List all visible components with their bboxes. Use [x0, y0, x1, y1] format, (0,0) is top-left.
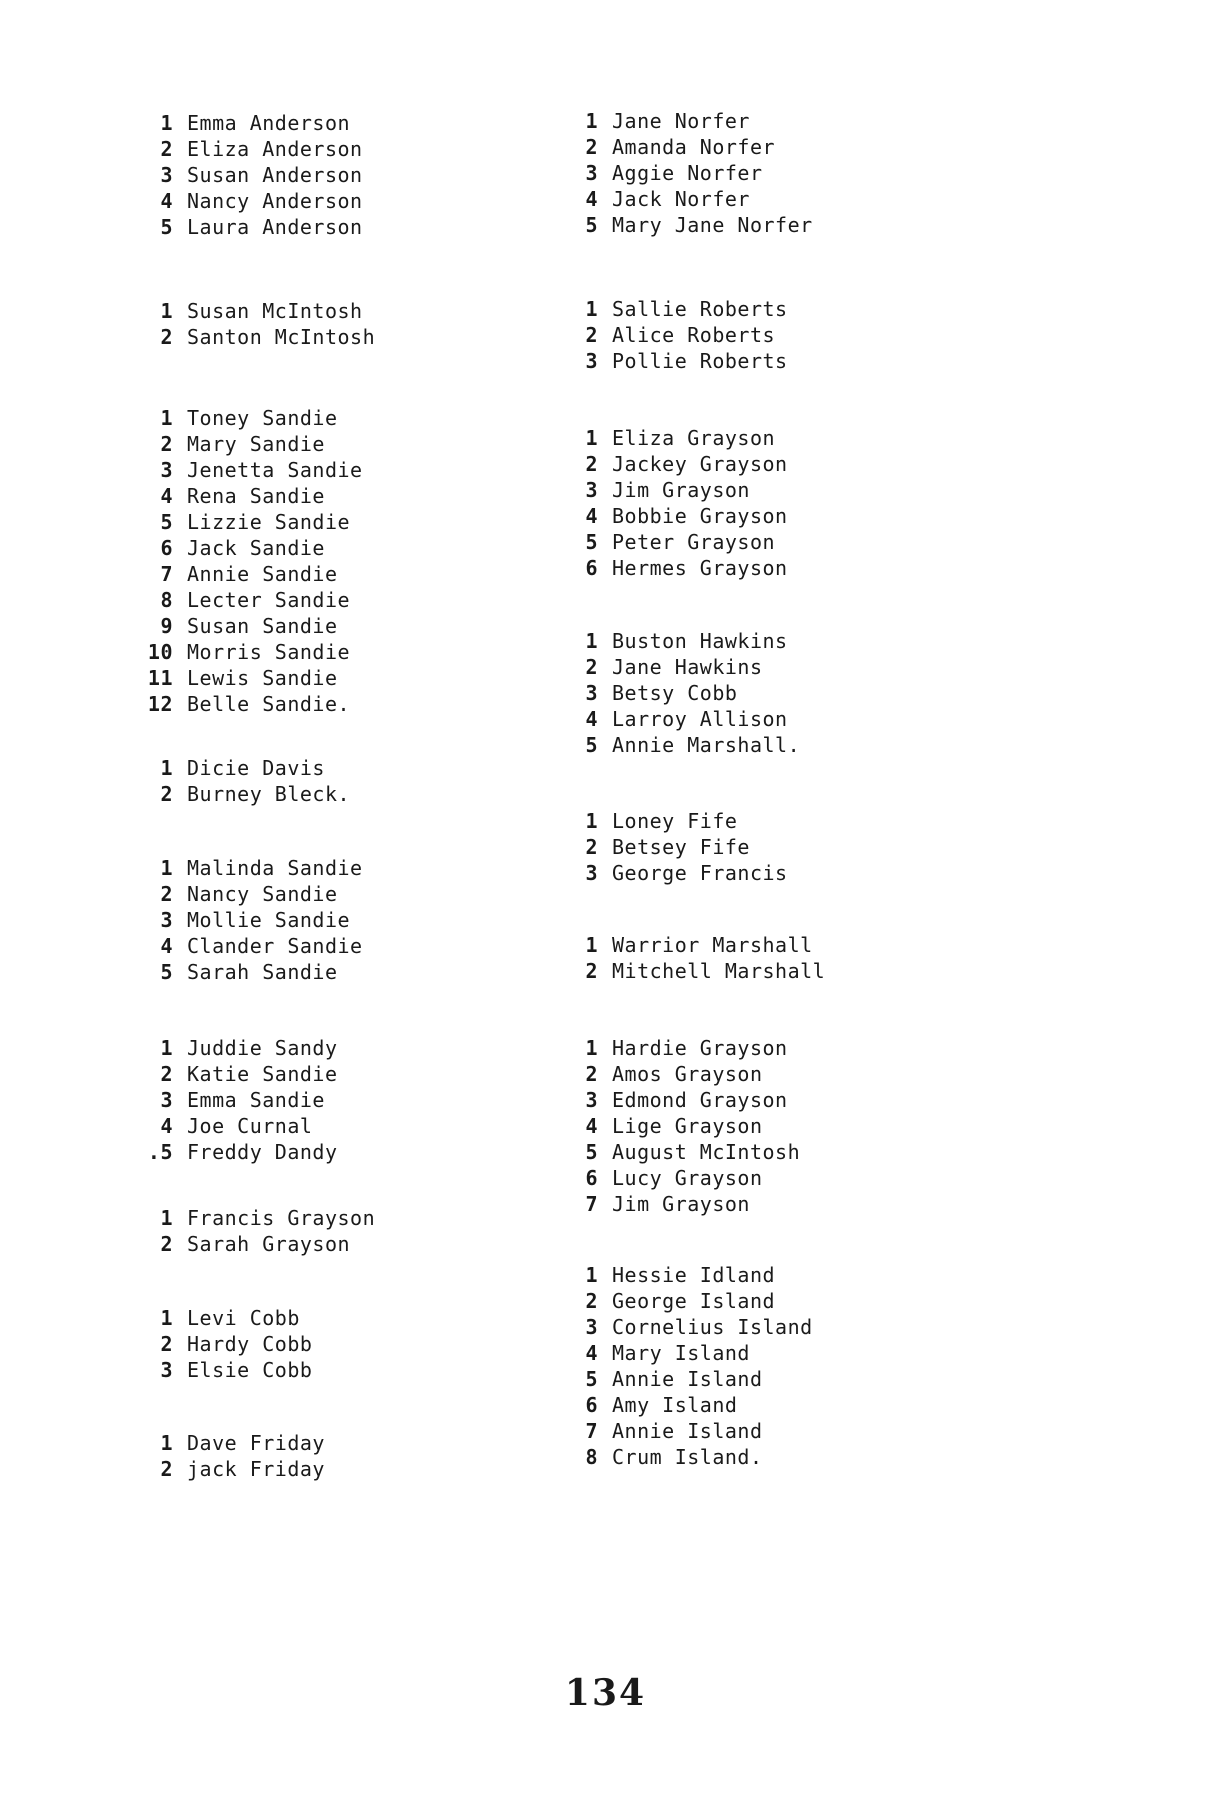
name-entry [570, 348, 788, 374]
entry-number: 4 [585, 504, 598, 528]
entry-number: 2 [160, 1332, 173, 1356]
entry-number: 2 [585, 835, 598, 859]
entry-name: Eliza Grayson [612, 426, 776, 450]
entry-name: Larroy Allison [612, 707, 788, 731]
entry-number: 1 [585, 426, 598, 450]
name-group [145, 1035, 338, 1165]
entry-number: 1 [160, 1431, 173, 1455]
entry-number: 5 [160, 510, 173, 534]
entry-number: 3 [160, 908, 173, 932]
entry-number: 1 [160, 756, 173, 780]
name-entry [570, 932, 825, 958]
entry-name: Buston Hawkins [612, 629, 788, 653]
entry-number: 3 [160, 163, 173, 187]
entry-name: George Francis [612, 861, 788, 885]
name-entry [570, 1191, 800, 1217]
entry-name: Sarah Sandie [187, 960, 338, 984]
name-entry [570, 654, 800, 680]
entry-number: 2 [585, 135, 598, 159]
name-group [145, 855, 363, 985]
entry-number: 2 [160, 882, 173, 906]
name-entry [570, 732, 800, 758]
entry-number: 4 [160, 189, 173, 213]
entry-name: jack Friday [187, 1457, 325, 1481]
name-entry [570, 834, 788, 860]
entry-name: Betsy Cobb [612, 681, 738, 705]
name-group [570, 1262, 813, 1470]
name-entry [570, 1418, 813, 1444]
entry-name: Nancy Sandie [187, 882, 338, 906]
entry-number: .5 [147, 1140, 173, 1164]
entry-name: Mary Island [612, 1341, 750, 1365]
entry-number: 8 [160, 588, 173, 612]
entry-number: 3 [585, 1088, 598, 1112]
name-group [145, 298, 375, 350]
entry-name: Mary Sandie [187, 432, 325, 456]
entry-number: 2 [160, 137, 173, 161]
entry-number: 1 [585, 933, 598, 957]
name-entry [145, 110, 363, 136]
entry-number: 9 [160, 614, 173, 638]
entry-name: Lecter Sandie [187, 588, 351, 612]
entry-name: Emma Sandie [187, 1088, 325, 1112]
entry-name: Hardy Cobb [187, 1332, 313, 1356]
name-entry [145, 665, 363, 691]
entry-number: 2 [585, 1062, 598, 1086]
name-entry [570, 322, 788, 348]
entry-name: Annie Island [612, 1367, 763, 1391]
entry-number: 2 [160, 1062, 173, 1086]
name-group [145, 1430, 325, 1482]
name-entry [570, 1340, 813, 1366]
name-entry [145, 639, 363, 665]
entry-name: Joe Curnal [187, 1114, 313, 1138]
entry-name: Pollie Roberts [612, 349, 788, 373]
entry-name: Amy Island [612, 1393, 738, 1417]
entry-name: Warrior Marshall [612, 933, 813, 957]
name-entry [570, 134, 813, 160]
name-entry [145, 1357, 312, 1383]
entry-name: Francis Grayson [187, 1206, 376, 1230]
entry-number: 3 [585, 1315, 598, 1339]
name-entry [145, 907, 363, 933]
name-entry [570, 958, 825, 984]
name-entry [145, 188, 363, 214]
name-entry [570, 1113, 800, 1139]
name-entry [145, 1456, 325, 1482]
entry-name: Lucy Grayson [612, 1166, 763, 1190]
name-entry [145, 214, 363, 240]
name-entry [570, 680, 800, 706]
entry-name: August McIntosh [612, 1140, 801, 1164]
name-entry [145, 959, 363, 985]
name-entry [145, 535, 363, 561]
entry-number: 4 [160, 1114, 173, 1138]
entry-number: 7 [160, 562, 173, 586]
entry-number: 7 [585, 1192, 598, 1216]
entry-name: Sallie Roberts [612, 297, 788, 321]
name-group [570, 296, 788, 374]
entry-name: Peter Grayson [612, 530, 776, 554]
entry-name: Mitchell Marshall [612, 959, 826, 983]
name-entry [145, 613, 363, 639]
entry-name: Aggie Norfer [612, 161, 763, 185]
entry-number: 2 [160, 1232, 173, 1256]
entry-name: Dave Friday [187, 1431, 325, 1455]
entry-name: Nancy Anderson [187, 189, 363, 213]
entry-name: Katie Sandie [187, 1062, 338, 1086]
entry-name: Jim Grayson [612, 478, 750, 502]
entry-name: Lige Grayson [612, 1114, 763, 1138]
entry-name: Crum Island. [612, 1445, 763, 1469]
name-entry [145, 1035, 338, 1061]
name-entry [570, 1165, 800, 1191]
entry-number: 6 [585, 556, 598, 580]
entry-number: 4 [585, 1341, 598, 1365]
name-entry [570, 860, 788, 886]
entry-number: 3 [160, 458, 173, 482]
name-group [570, 932, 825, 984]
name-entry [145, 298, 375, 324]
entry-number: 2 [585, 452, 598, 476]
name-entry [145, 781, 350, 807]
name-entry [570, 1262, 813, 1288]
name-entry [570, 1444, 813, 1470]
name-entry [145, 457, 363, 483]
entry-number: 7 [585, 1419, 598, 1443]
entry-number: 4 [160, 484, 173, 508]
name-entry [145, 509, 363, 535]
entry-name: Toney Sandie [187, 406, 338, 430]
name-entry [145, 1139, 338, 1165]
entry-name: Amos Grayson [612, 1062, 763, 1086]
entry-name: Annie Sandie [187, 562, 338, 586]
entry-number: 11 [147, 666, 173, 690]
name-entry [145, 1331, 312, 1357]
entry-number: 3 [585, 478, 598, 502]
name-group [570, 628, 800, 758]
entry-name: Rena Sandie [187, 484, 325, 508]
entry-name: Cornelius Island [612, 1315, 813, 1339]
entry-number: 2 [585, 323, 598, 347]
entry-name: Morris Sandie [187, 640, 351, 664]
name-entry [145, 691, 363, 717]
name-entry [570, 160, 813, 186]
name-entry [570, 1366, 813, 1392]
name-entry [145, 162, 363, 188]
entry-name: Annie Marshall. [612, 733, 801, 757]
entry-name: Juddie Sandy [187, 1036, 338, 1060]
entry-name: Loney Fife [612, 809, 738, 833]
entry-name: Jack Sandie [187, 536, 325, 560]
entry-name: Alice Roberts [612, 323, 776, 347]
entry-number: 2 [160, 782, 173, 806]
name-entry [145, 755, 350, 781]
name-entry [570, 451, 788, 477]
name-group [570, 808, 788, 886]
entry-number: 12 [147, 692, 173, 716]
entry-name: Jane Norfer [612, 109, 750, 133]
name-entry [145, 1430, 325, 1456]
name-entry [570, 1392, 813, 1418]
entry-number: 5 [585, 530, 598, 554]
entry-number: 4 [160, 934, 173, 958]
entry-number: 1 [585, 1263, 598, 1287]
name-entry [570, 1061, 800, 1087]
entry-name: Emma Anderson [187, 111, 351, 135]
name-group [570, 1035, 800, 1217]
name-group [145, 110, 363, 240]
name-group [570, 425, 788, 581]
entry-number: 1 [585, 809, 598, 833]
name-entry [570, 1288, 813, 1314]
entry-name: Edmond Grayson [612, 1088, 788, 1112]
name-entry [145, 881, 363, 907]
name-entry [570, 1314, 813, 1340]
entry-number: 3 [585, 861, 598, 885]
name-entry [570, 706, 800, 732]
entry-number: 3 [585, 681, 598, 705]
name-entry [145, 405, 363, 431]
entry-name: Hermes Grayson [612, 556, 788, 580]
name-entry [145, 1205, 375, 1231]
name-entry [145, 431, 363, 457]
entry-name: Bobbie Grayson [612, 504, 788, 528]
entry-name: Susan McIntosh [187, 299, 363, 323]
name-entry [145, 855, 363, 881]
entry-number: 3 [585, 349, 598, 373]
name-group [145, 755, 350, 807]
entry-number: 4 [585, 707, 598, 731]
entry-name: Burney Bleck. [187, 782, 351, 806]
name-entry [145, 587, 363, 613]
entry-number: 6 [160, 536, 173, 560]
entry-number: 3 [160, 1088, 173, 1112]
entry-name: Jack Norfer [612, 187, 750, 211]
name-entry [570, 1087, 800, 1113]
entry-number: 5 [585, 733, 598, 757]
entry-name: Clander Sandie [187, 934, 363, 958]
entry-name: Susan Anderson [187, 163, 363, 187]
entry-number: 2 [160, 325, 173, 349]
entry-name: Amanda Norfer [612, 135, 776, 159]
name-entry [145, 483, 363, 509]
entry-name: Jim Grayson [612, 1192, 750, 1216]
entry-number: 2 [160, 432, 173, 456]
name-entry [145, 1113, 338, 1139]
entry-number: 5 [585, 1140, 598, 1164]
name-entry [570, 503, 788, 529]
entry-number: 1 [160, 299, 173, 323]
entry-number: 4 [585, 1114, 598, 1138]
name-entry [145, 136, 363, 162]
entry-number: 10 [147, 640, 173, 664]
entry-name: Jackey Grayson [612, 452, 788, 476]
entry-number: 1 [160, 856, 173, 880]
entry-number: 1 [585, 109, 598, 133]
name-entry [145, 1305, 312, 1331]
name-entry [570, 1035, 800, 1061]
entry-name: Hessie Idland [612, 1263, 776, 1287]
name-entry [570, 186, 813, 212]
entry-number: 1 [160, 1306, 173, 1330]
name-entry [570, 477, 788, 503]
entry-name: Betsey Fife [612, 835, 750, 859]
name-group [145, 1205, 375, 1257]
entry-number: 1 [160, 111, 173, 135]
entry-name: Lizzie Sandie [187, 510, 351, 534]
name-entry [570, 425, 788, 451]
entry-number: 1 [585, 1036, 598, 1060]
name-group [145, 1305, 312, 1383]
entry-name: Belle Sandie. [187, 692, 351, 716]
entry-name: Mary Jane Norfer [612, 213, 813, 237]
name-entry [145, 1061, 338, 1087]
name-entry [145, 933, 363, 959]
entry-number: 1 [160, 1206, 173, 1230]
name-entry [570, 108, 813, 134]
entry-number: 1 [160, 406, 173, 430]
entry-name: Eliza Anderson [187, 137, 363, 161]
entry-name: Susan Sandie [187, 614, 338, 638]
entry-name: Laura Anderson [187, 215, 363, 239]
name-entry [570, 212, 813, 238]
entry-name: Sarah Grayson [187, 1232, 351, 1256]
entry-name: Annie Island [612, 1419, 763, 1443]
name-entry [145, 1087, 338, 1113]
entry-name: George Island [612, 1289, 776, 1313]
entry-name: Santon McIntosh [187, 325, 376, 349]
entry-name: Elsie Cobb [187, 1358, 313, 1382]
name-entry [570, 529, 788, 555]
entry-number: 1 [585, 629, 598, 653]
entry-name: Dicie Davis [187, 756, 325, 780]
name-group [145, 405, 363, 717]
entry-number: 6 [585, 1393, 598, 1417]
entry-number: 3 [585, 161, 598, 185]
name-entry [145, 561, 363, 587]
entry-number: 8 [585, 1445, 598, 1469]
name-group [570, 108, 813, 238]
entry-name: Jenetta Sandie [187, 458, 363, 482]
entry-number: 2 [585, 1289, 598, 1313]
entry-name: Freddy Dandy [187, 1140, 338, 1164]
name-entry [570, 628, 800, 654]
entry-name: Malinda Sandie [187, 856, 363, 880]
entry-number: 5 [585, 213, 598, 237]
entry-number: 5 [160, 960, 173, 984]
entry-number: 2 [585, 959, 598, 983]
name-entry [570, 1139, 800, 1165]
entry-name: Mollie Sandie [187, 908, 351, 932]
name-entry [570, 555, 788, 581]
entry-number: 2 [160, 1457, 173, 1481]
name-entry [570, 808, 788, 834]
entry-name: Hardie Grayson [612, 1036, 788, 1060]
entry-name: Jane Hawkins [612, 655, 763, 679]
entry-number: 1 [585, 297, 598, 321]
name-entry [145, 324, 375, 350]
entry-name: Lewis Sandie [187, 666, 338, 690]
entry-number: 4 [585, 187, 598, 211]
name-entry [145, 1231, 375, 1257]
entry-number: 3 [160, 1358, 173, 1382]
entry-number: 6 [585, 1166, 598, 1190]
entry-number: 1 [160, 1036, 173, 1060]
entry-number: 2 [585, 655, 598, 679]
page-number: 134 [564, 1672, 647, 1714]
entry-name: Levi Cobb [187, 1306, 300, 1330]
entry-number: 5 [160, 215, 173, 239]
entry-number: 5 [585, 1367, 598, 1391]
name-entry [570, 296, 788, 322]
